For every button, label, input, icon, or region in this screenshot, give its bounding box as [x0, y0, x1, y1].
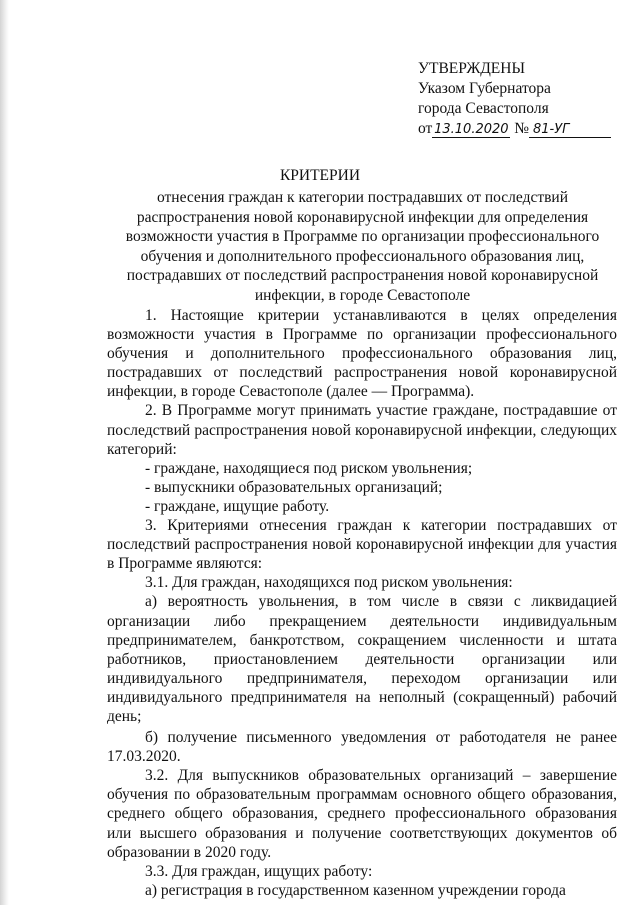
paragraph-3-1: 3.1. Для граждан, находящихся под риском увольнения: — [145, 574, 513, 592]
paragraph-3-2: 3.2. Для выпускников образовательных организаций – завершение обучения по образовательным программам основного общего образования, среднего общего образования, среднего профессионального образования или высшего образования и получение соответствующих документов об образовании в 2020 году. — [107, 767, 617, 861]
approval-city: города Севастополя — [418, 100, 549, 117]
paragraph-2: 2. В Программе могут принимать участие граждане, пострадавшие от последствий распространения новой коронавирусной инфекции, следующих категорий: — [107, 402, 617, 458]
paragraph-3-3: 3.3. Для граждан, ищущих работу: — [145, 862, 373, 880]
document-body — [107, 306, 617, 900]
document-subtitle: отнесения граждан к категории пострадавших от последствий распространения новой коронавирусной инфекции для определения возможности участия в Программе по организации профессионального обучения и дополнительного профессионального образования лиц, пострадавших от последствий распространения новой коронавирусной инфекции, в городе Севастополе — [125, 189, 600, 304]
paragraph-1: 1. Настоящие критерии устанавливаются в целях определения возможности участия в Программе по организации профессионального обучения и дополнительного профессионального образования лиц, пострадавших от последствий распространения новой коронавирусной инфекции, в городе Севастополе (далее — Программа). — [107, 307, 617, 401]
paragraph-3: 3. Критериями отнесения граждан к категории пострадавших от последствий распространения новой коронавирусной инфекции для участия в Программе являются: — [107, 517, 617, 573]
paragraph-3-1-a: а) вероятность увольнения, в том числе в связи с ликвидацией организации либо прекращением деятельности индивидуальным предпринимателем, банкротством, сокращением численности и штата работников, приостановлением деятельности организации или индивидуального предпринимателя, переходом организации или индивидуального предпринимателя на неполный (сокращенный) рабочий день; — [107, 593, 617, 725]
document-title: КРИТЕРИИ — [279, 167, 361, 184]
approval-date-line — [418, 119, 623, 139]
date-prefix: от — [418, 120, 433, 137]
approval-block — [418, 59, 623, 139]
list-item-job-seekers: - граждане, ищущие работу. — [145, 497, 330, 515]
approval-heading: УТВЕРЖДЕНЫ — [418, 60, 525, 77]
approval-authority: Указом Губернатора — [418, 80, 551, 97]
handwritten-number: 81-УГ — [529, 122, 611, 138]
paragraph-3-1-b: б) получение письменного уведомления от работодателя не ранее 17.03.2020. — [107, 729, 617, 766]
list-item-graduates: - выпускники образовательных организаций; — [145, 478, 443, 496]
list-item-at-risk: - граждане, находящиеся под риском увольнения; — [145, 459, 473, 477]
handwritten-date: 13.10.2020 — [434, 122, 509, 137]
number-prefix: № — [514, 120, 529, 137]
scan-edge-shadow — [0, 0, 9, 905]
paragraph-3-3-a: а) регистрация в государственном казенном учреждении города — [145, 881, 566, 899]
